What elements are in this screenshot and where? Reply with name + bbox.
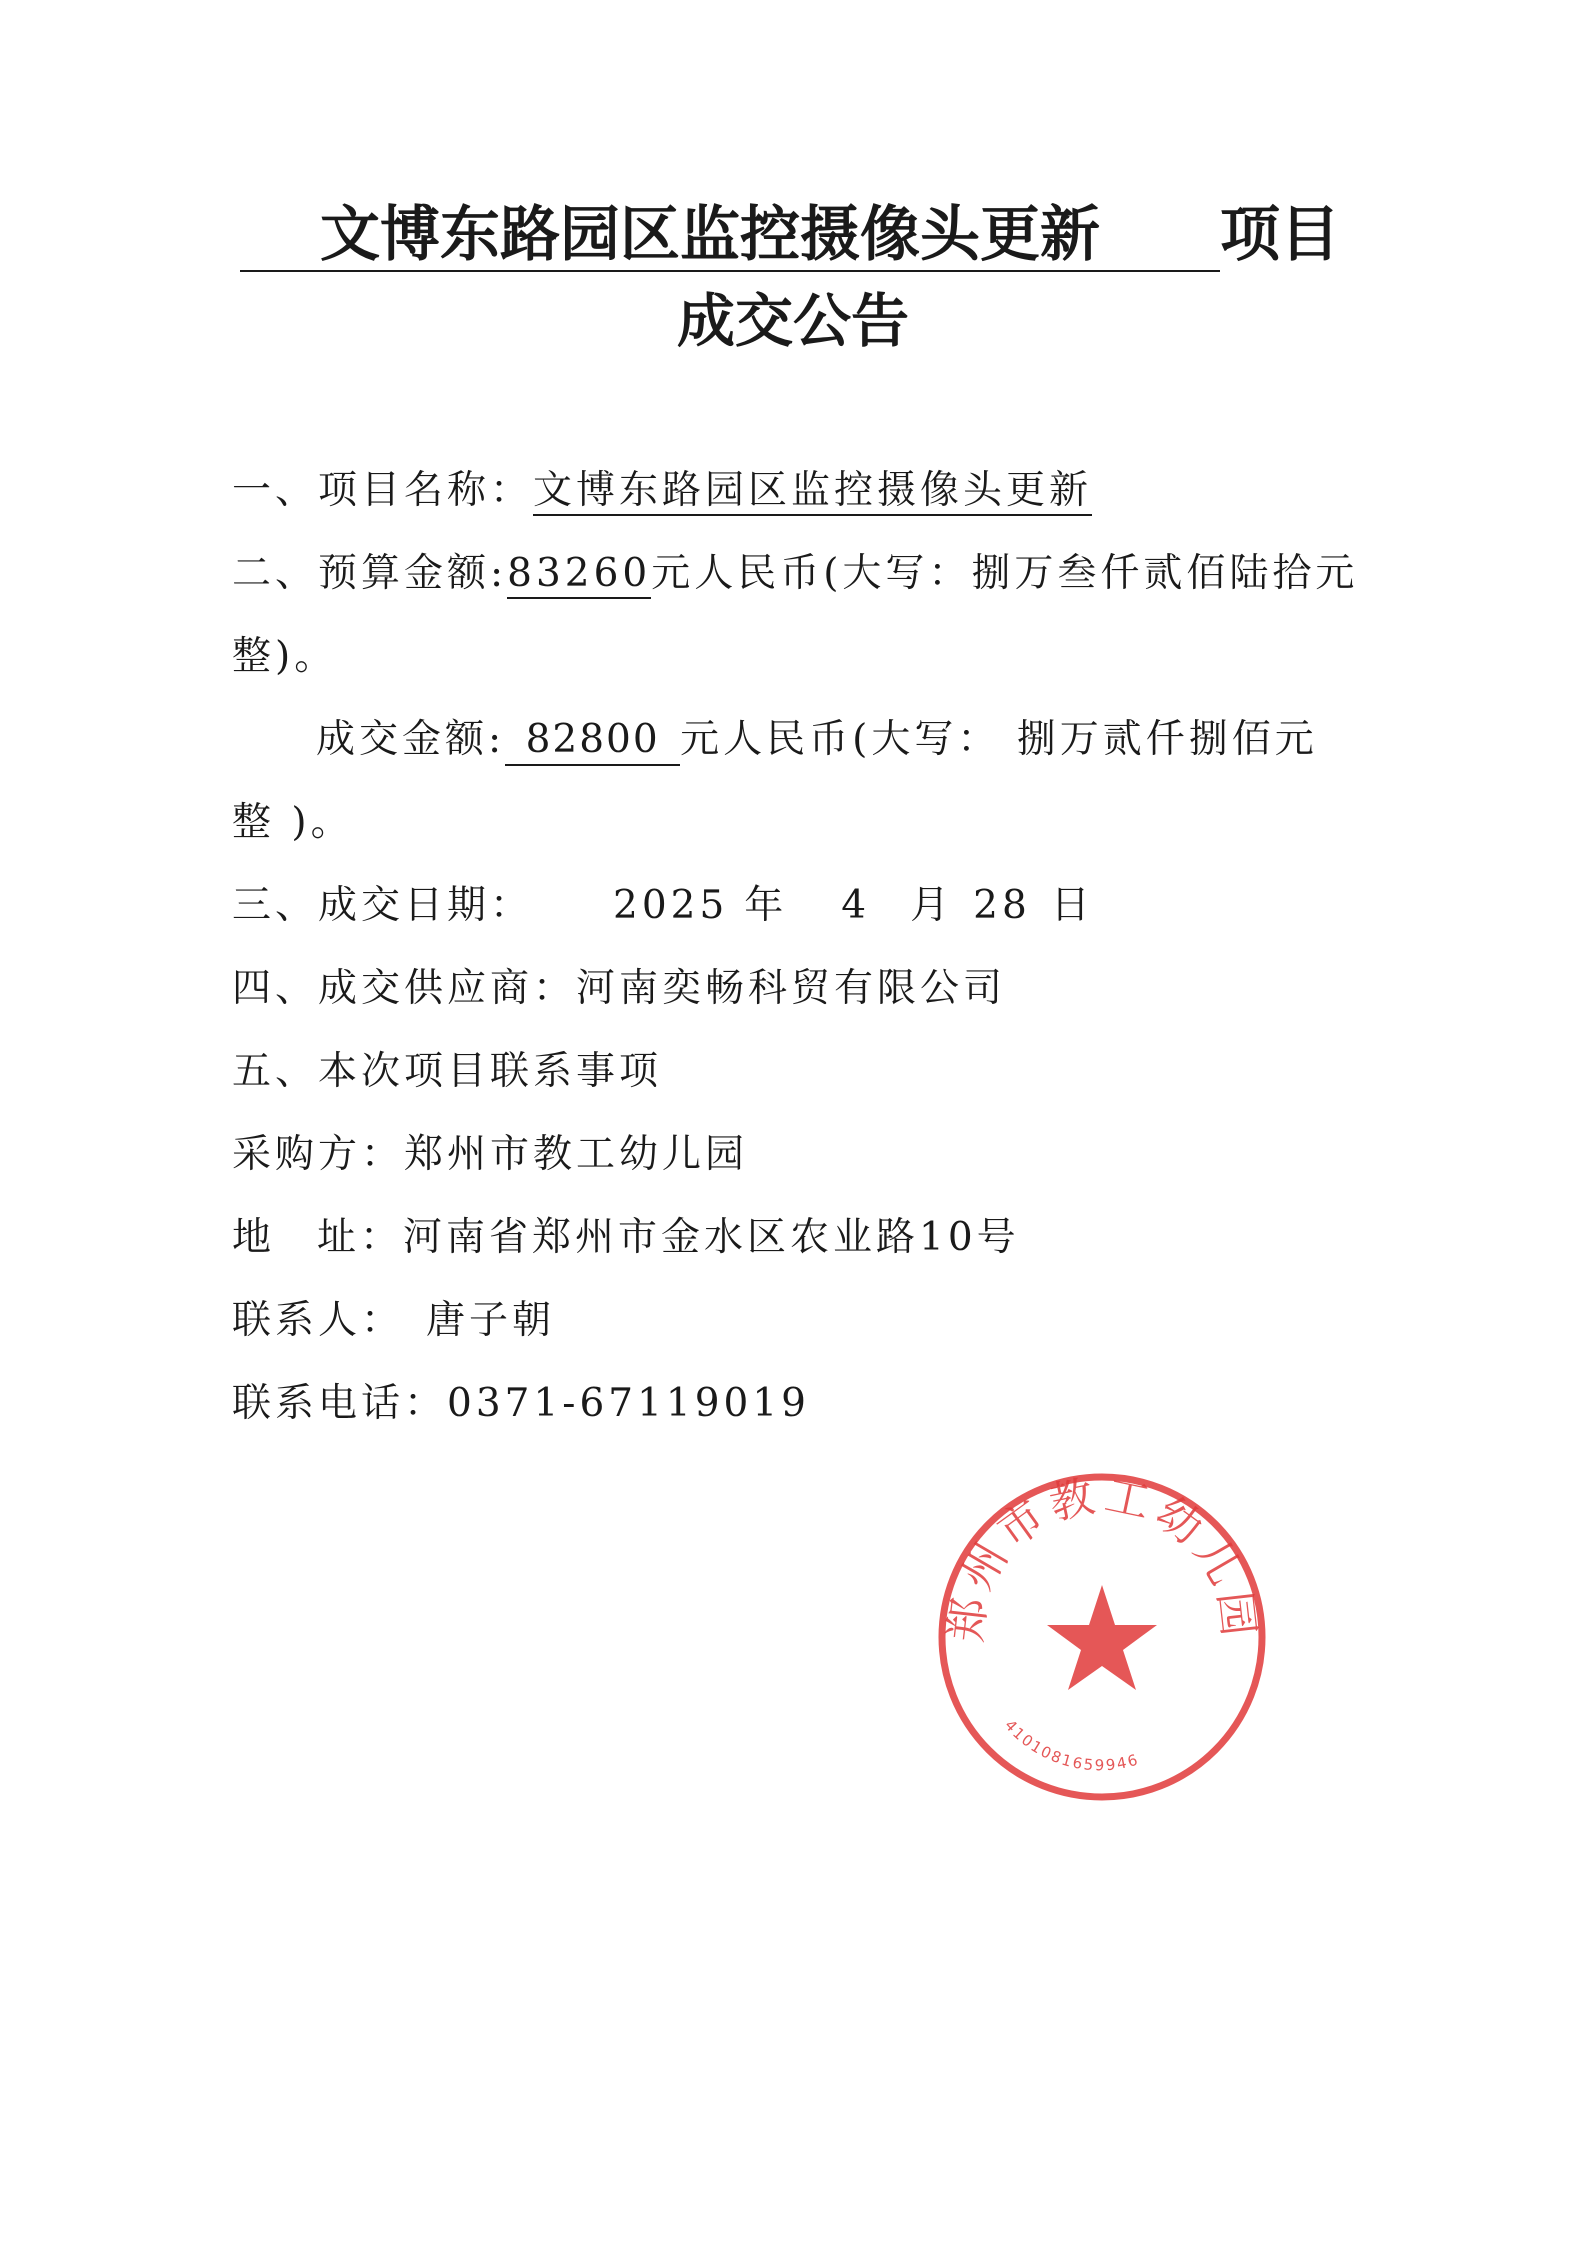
- project-name-blank: [240, 200, 1220, 272]
- item1-label: 一、项目名称：: [232, 468, 534, 513]
- item1-value: 文博东路园区监控摄像头更新: [533, 468, 1092, 516]
- contact-address: [232, 1214, 1020, 1262]
- title-project-name: 文博东路园区监控摄像头更新: [320, 200, 1100, 270]
- item4-label: 四、成交供应商：: [232, 966, 577, 1011]
- item2-label: 二、预算金额:: [232, 551, 508, 596]
- address-label-1: 地: [232, 1215, 276, 1260]
- item-deal-cont: 整 )。: [232, 800, 354, 845]
- item-contact-heading: 五、本次项目联系事项: [232, 1049, 663, 1094]
- seal-name-text: 郑州市教工幼儿园: [940, 1470, 1265, 1645]
- address-value: 河南省郑州市金水区农业路10号: [403, 1215, 1020, 1260]
- contact-phone: [232, 1380, 810, 1428]
- title-line-2: 成交公告: [676, 287, 909, 355]
- item-supplier: [232, 965, 1006, 1013]
- date-day-unit: 日: [1050, 883, 1094, 928]
- item-deal-amount: [316, 716, 1318, 766]
- contact-person: [232, 1297, 555, 1345]
- item2-amount: 83260: [507, 551, 651, 599]
- title-line-1: [240, 200, 1340, 272]
- person-label: 联系人：: [232, 1298, 405, 1343]
- date-year-unit: 年: [744, 883, 788, 928]
- official-seal: [935, 1470, 1270, 1805]
- item-budget: [232, 550, 1358, 598]
- buyer-label: 采购方：: [232, 1132, 405, 1177]
- deal-amount: 82800: [505, 716, 680, 766]
- seal-star-icon: [1047, 1585, 1157, 1690]
- date-month: 4: [841, 883, 871, 928]
- contact-buyer: [232, 1131, 748, 1179]
- item-deal-date: [232, 882, 1094, 930]
- item2-rest: 元人民币(大写：捌万叁仟贰佰陆拾元: [651, 551, 1359, 596]
- deal-label: 成交金额:: [316, 717, 506, 762]
- date-day: 28: [973, 883, 1031, 928]
- phone-value: 0371-67119019: [447, 1381, 810, 1426]
- person-value: 唐子朝: [426, 1298, 556, 1343]
- seal-number-text: 4101081659946: [1000, 1716, 1142, 1775]
- buyer-value: 郑州市教工幼儿园: [404, 1132, 749, 1177]
- item-project-name: [232, 467, 1092, 515]
- address-label-2: 址：: [317, 1215, 404, 1260]
- deal-rest: 元人民币(大写： 捌万贰仟捌佰元: [680, 717, 1318, 762]
- item4-value: 河南奕畅科贸有限公司: [576, 966, 1007, 1011]
- phone-label: 联系电话：: [232, 1381, 448, 1426]
- date-month-unit: 月: [910, 883, 954, 928]
- item-budget-cont: 整)。: [232, 634, 338, 679]
- title-suffix: 项目: [1220, 200, 1340, 270]
- item3-label: 三、成交日期：: [232, 883, 534, 928]
- date-year: 2025: [613, 883, 729, 928]
